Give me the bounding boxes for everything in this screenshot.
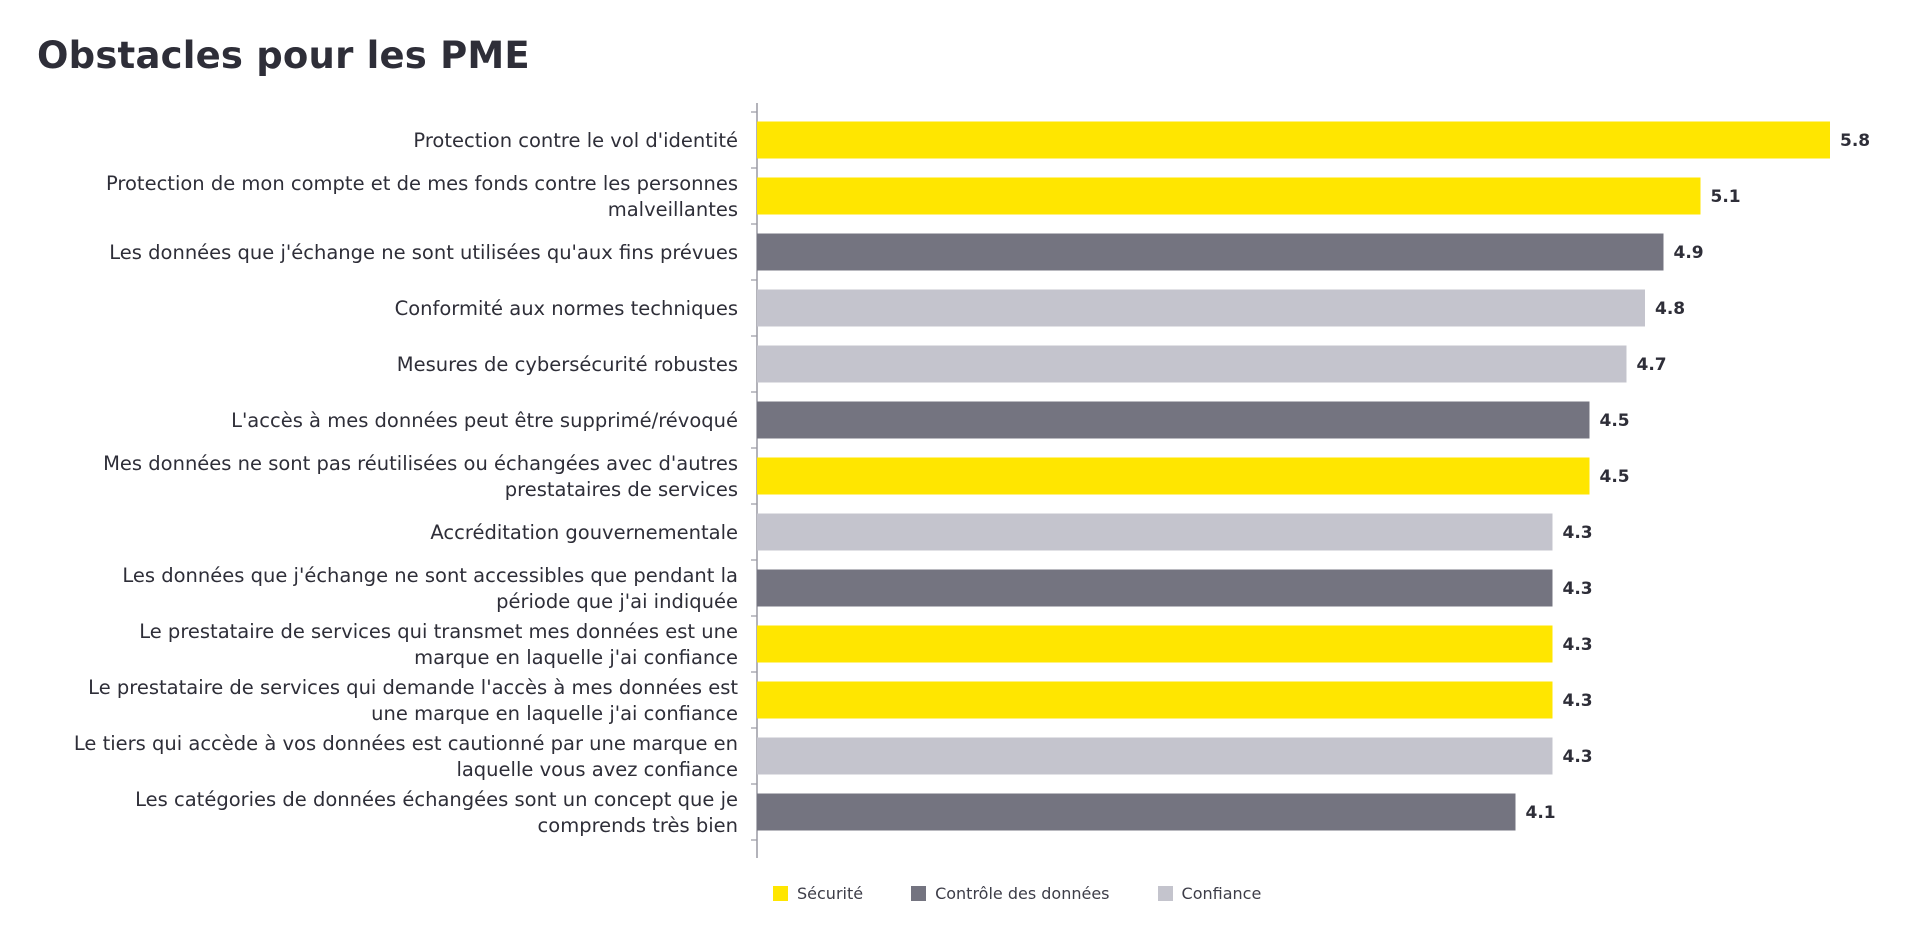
bar <box>757 458 1590 495</box>
category-label-line: Accréditation gouvernementale <box>430 521 738 544</box>
legend-swatch-confiance <box>1158 886 1173 901</box>
bar <box>757 178 1701 215</box>
bar-value-label: 5.8 <box>1840 131 1871 151</box>
category-label <box>106 172 738 221</box>
category-label-line: laquelle vous avez confiance <box>456 758 738 781</box>
bar-value-label: 4.3 <box>1562 747 1593 767</box>
legend-item-confiance <box>1158 884 1262 903</box>
bar <box>757 682 1553 719</box>
category-label-line: prestataires de services <box>504 478 738 501</box>
category-label-line: malveillantes <box>607 198 738 221</box>
category-label <box>103 452 738 501</box>
category-label-line: Les données que j'échange ne sont utilisées qu'aux fins prévues <box>109 241 738 264</box>
bar-value-label: 4.7 <box>1636 355 1667 375</box>
bar-value-label: 4.9 <box>1673 243 1704 263</box>
category-label <box>231 409 738 432</box>
bar <box>757 346 1627 383</box>
bar-value-label: 4.5 <box>1599 467 1630 487</box>
legend-label-confiance: Confiance <box>1181 884 1262 903</box>
category-label-line: Les données que j'échange ne sont accessibles que pendant la <box>122 564 738 587</box>
bar-value-label: 4.3 <box>1562 691 1593 711</box>
category-label-line: Mesures de cybersécurité robustes <box>396 353 738 376</box>
category-label-line: une marque en laquelle j'ai confiance <box>371 702 738 725</box>
category-label <box>88 676 738 725</box>
bar <box>757 514 1553 551</box>
bar <box>757 234 1664 271</box>
legend-label-securite: Sécurité <box>797 884 864 903</box>
category-label-line: période que j'ai indiquée <box>496 590 738 613</box>
category-label <box>413 129 738 152</box>
legend-item-controle <box>911 884 1109 903</box>
bar-value-label: 5.1 <box>1710 187 1741 207</box>
legend-label-controle: Contrôle des données <box>935 884 1110 903</box>
category-label-line: Les catégories de données échangées sont un concept que je <box>135 788 738 811</box>
category-label-line: marque en laquelle j'ai confiance <box>414 646 738 669</box>
category-label <box>122 564 738 613</box>
category-label <box>397 353 738 376</box>
page-title: Obstacles pour les PME <box>37 34 530 77</box>
category-label <box>395 297 738 320</box>
category-label <box>430 521 738 544</box>
category-label-line: Le prestataire de services qui demande l'accès à mes données est <box>88 676 738 699</box>
legend-item-securite <box>773 884 863 903</box>
bar-value-label: 4.1 <box>1525 803 1556 823</box>
category-label-line: Le prestataire de services qui transmet mes données est une <box>139 620 738 643</box>
category-label <box>74 732 738 781</box>
category-label-line: Conformité aux normes techniques <box>394 297 738 320</box>
category-label-line: Mes données ne sont pas réutilisées ou échangées avec d'autres <box>103 452 738 475</box>
category-label-line: Protection de mon compte et de mes fonds contre les personnes <box>106 172 738 195</box>
category-label-line: comprends très bien <box>537 814 738 837</box>
bar <box>757 626 1553 663</box>
category-label-line: Protection contre le vol d'identité <box>413 129 738 152</box>
bar <box>757 402 1590 439</box>
category-label <box>109 241 738 264</box>
bar <box>757 122 1830 159</box>
bar <box>757 290 1645 327</box>
legend-swatch-securite <box>773 886 788 901</box>
category-label <box>135 788 738 837</box>
bar-value-label: 4.8 <box>1655 299 1686 319</box>
legend-swatch-controle <box>911 886 926 901</box>
bar-value-label: 4.3 <box>1562 579 1593 599</box>
bar <box>757 570 1553 607</box>
chart-legend <box>773 884 1309 903</box>
bar-value-label: 4.5 <box>1599 411 1630 431</box>
bar-value-label: 4.3 <box>1562 635 1593 655</box>
bar <box>757 794 1516 831</box>
category-label <box>139 620 738 669</box>
category-label-line: Le tiers qui accède à vos données est cautionné par une marque en <box>73 732 738 755</box>
bar <box>757 738 1553 775</box>
category-label-line: L'accès à mes données peut être supprimé/révoqué <box>231 409 738 432</box>
bar-value-label: 4.3 <box>1562 523 1593 543</box>
